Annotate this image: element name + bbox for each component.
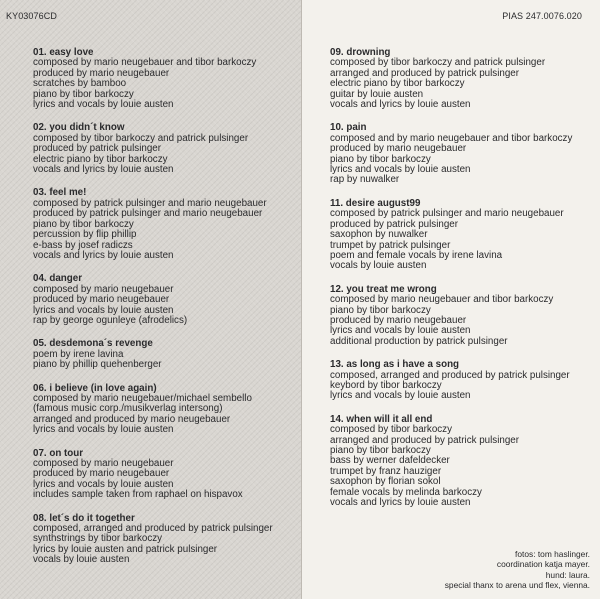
track-block [33, 514, 301, 566]
footer-credit-line: special thanx to arena und flex, vienna. [444, 580, 590, 591]
track-block [330, 415, 596, 509]
track-credit: piano by tibor barkoczy [33, 218, 134, 230]
track-credit: poem by irene lavina [33, 348, 124, 360]
track-block [33, 339, 301, 370]
track-credit: vocals and lyrics by louie austen [330, 99, 471, 111]
track-title: 10. pain [330, 122, 367, 134]
track-credit: trumpet by patrick pulsinger [330, 239, 451, 251]
tracklist-left-column [33, 48, 301, 579]
track-credit: lyrics and vocals by louie austen [330, 325, 471, 337]
track-credit: composed by patrick pulsinger and mario neugebauer [33, 197, 267, 209]
track-credit: lyrics and vocals by louie austen [33, 304, 174, 316]
track-credit: composed by tibor barkoczy [330, 424, 452, 436]
track-credit: electric piano by tibor barkoczy [33, 153, 168, 165]
track-credit: arranged and produced by mario neugebauer [33, 413, 231, 425]
track-credit: arranged and produced by patrick pulsinger [330, 434, 519, 446]
track-title: 02. you didn´t know [33, 122, 125, 134]
track-credit: vocals and lyrics by louie austen [33, 249, 174, 261]
photo-credits [445, 549, 590, 591]
track-credit: composed by patrick pulsinger and mario neugebauer [330, 208, 564, 220]
track-title: 12. you treat me wrong [330, 283, 437, 295]
track-block [33, 188, 301, 261]
track-title: 07. on tour [33, 447, 84, 459]
track-credit: vocals by louie austen [33, 554, 130, 566]
track-credit: guitar by louie austen [330, 88, 424, 100]
footer-credit-line: fotos: tom haslinger. [515, 548, 590, 559]
track-block [33, 123, 301, 175]
track-credit: saxophon by nuwalker [330, 229, 428, 241]
track-credit: produced by mario neugebauer [330, 143, 467, 155]
track-credit: composed by tibor barkoczy and patrick pulsinger [33, 132, 249, 144]
track-credit: scratches by bamboo [33, 78, 127, 90]
track-credit: produced by mario neugebauer [33, 67, 170, 79]
track-block [330, 48, 596, 110]
track-block [33, 274, 301, 326]
track-title: 06. i believe (in love again) [33, 382, 157, 394]
track-block [330, 285, 596, 347]
track-credit: rap by george ogunleye (afrodelics) [33, 314, 188, 326]
track-block [330, 360, 596, 402]
track-credit: composed by mario neugebauer/michael sembello [33, 392, 252, 404]
track-credit: female vocals by melinda barkoczy [330, 486, 482, 498]
track-title: 14. when will it all end [330, 413, 433, 425]
track-credit: lyrics by louie austen and patrick pulsinger [33, 543, 218, 555]
track-credit: composed by tibor barkoczy and patrick pulsinger [330, 57, 546, 69]
track-block [33, 449, 301, 501]
track-credit: lyrics and vocals by louie austen [330, 164, 471, 176]
track-credit: trumpet by franz hauziger [330, 465, 442, 477]
track-credit: composed by mario neugebauer [33, 283, 174, 295]
track-credit: vocals by louie austen [330, 260, 427, 272]
track-credit: piano by tibor barkoczy [33, 88, 134, 100]
track-credit: produced by patrick pulsinger [330, 218, 458, 230]
track-credit: rap by nuwalker [330, 174, 400, 186]
track-credit: composed by mario neugebauer [33, 458, 174, 469]
track-credit: piano by tibor barkoczy [330, 304, 431, 316]
track-title: 08. let´s do it together [33, 512, 135, 524]
track-credit: percussion by flip phillip [33, 229, 137, 241]
track-credit: vocals and lyrics by louie austen [33, 164, 174, 176]
track-credit: lyrics and vocals by louie austen [330, 390, 471, 402]
track-credit: vocals and lyrics by louie austen [330, 497, 471, 509]
catalog-number-left: KY03076CD [6, 11, 57, 21]
track-title: 01. easy love [33, 47, 94, 58]
track-credit: composed, arranged and produced by patrick pulsinger [330, 369, 570, 381]
footer-credit-line: hund: laura. [545, 569, 590, 580]
track-title: 03. feel me! [33, 187, 87, 199]
track-credit: composed by mario neugebauer and tibor barkoczy [33, 57, 257, 69]
track-block [33, 384, 301, 436]
track-credit: piano by tibor barkoczy [330, 445, 431, 456]
track-credit: (famous music corp./musikverlag intersong) [33, 403, 223, 415]
track-credit: lyrics and vocals by louie austen [33, 424, 174, 436]
track-credit: arranged and produced by patrick pulsinger [330, 67, 519, 79]
track-credit: poem and female vocals by irene lavina [330, 249, 503, 261]
track-credit: includes sample taken from raphael on hispavox [33, 489, 243, 501]
track-credit: saxophon by florian sokol [330, 476, 441, 488]
track-credit: composed by mario neugebauer and tibor barkoczy [330, 294, 554, 306]
track-title: 04. danger [33, 273, 83, 285]
track-credit: composed, arranged and produced by patrick pulsinger [33, 523, 273, 535]
track-credit: produced by mario neugebauer [330, 314, 467, 326]
track-credit: synthstrings by tibor barkoczy [33, 533, 163, 545]
track-credit: lyrics and vocals by louie austen [33, 99, 174, 111]
track-credit: piano by phillip quehenberger [33, 359, 162, 371]
track-credit: keybord by tibor barkoczy [330, 379, 442, 391]
tracklist-right-column [330, 48, 596, 521]
track-title: 13. as long as i have a song [330, 359, 460, 371]
track-credit: piano by tibor barkoczy [330, 153, 431, 165]
panel-divider [301, 0, 302, 599]
track-credit: electric piano by tibor barkoczy [330, 78, 465, 90]
track-block [330, 123, 596, 185]
track-credit: additional production by patrick pulsinger [330, 335, 508, 347]
track-credit: produced by mario neugebauer [33, 468, 170, 480]
track-credit: lyrics and vocals by louie austen [33, 478, 174, 490]
footer-credit-line: coordination katja mayer. [496, 559, 590, 570]
track-credit: produced by patrick pulsinger [33, 143, 161, 155]
track-credit: bass by werner dafeldecker [330, 455, 450, 467]
track-title: 09. drowning [330, 47, 391, 58]
track-block [33, 48, 301, 110]
track-title: 05. desdemona´s revenge [33, 338, 153, 350]
track-title: 11. desire august99 [330, 197, 421, 209]
track-block [330, 199, 596, 272]
track-credit: produced by mario neugebauer [33, 294, 170, 306]
catalog-number-right: PIAS 247.0076.020 [502, 11, 582, 21]
track-credit: composed and by mario neugebauer and tibor barkoczy [330, 132, 573, 144]
track-credit: e-bass by josef radiczs [33, 239, 133, 251]
track-credit: produced by patrick pulsinger and mario neugebauer [33, 208, 263, 220]
